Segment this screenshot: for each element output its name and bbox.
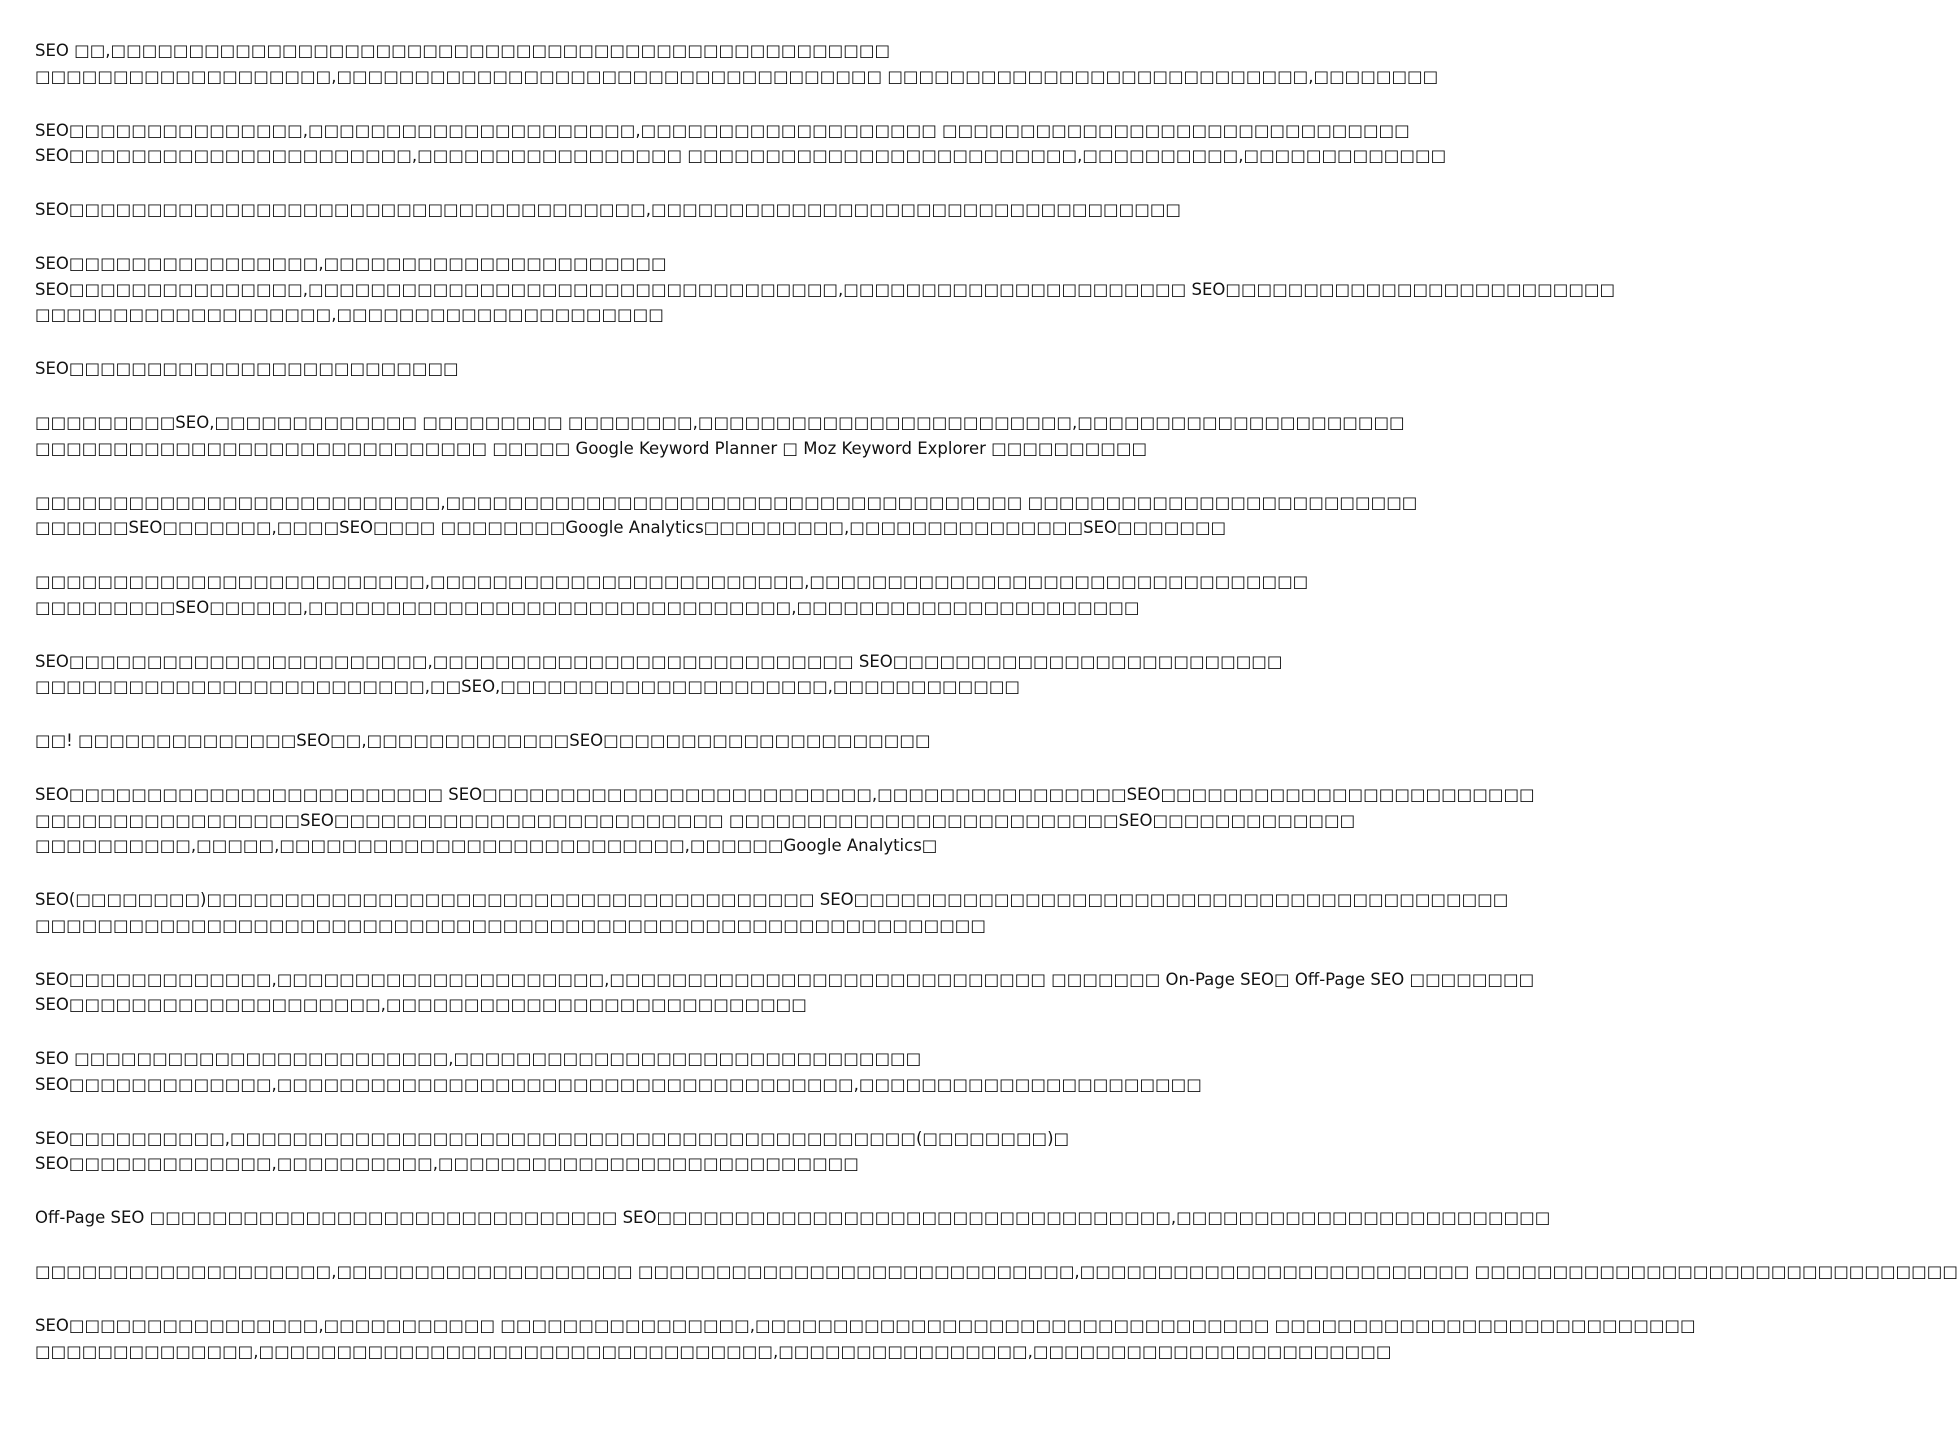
text-line: SEO□□□□□□□□□□□□□□□□□□□□□□,□□□□□□□□□□□□□□□□□ □□□□□□□□□□□□□□□□□□□□□□□□□,□□□□□□□□□□,□□□□□□□□□□□□□ (35, 146, 1447, 165)
document-body (35, 38, 1958, 1393)
paragraph (35, 490, 1418, 541)
paragraph (35, 356, 995, 382)
text-line: SEO □□,□□□□□□□□□□□□□□□□□□□□□□□□□□□□□□□□□□□□□□□□□□□□□□□□□□ (35, 41, 891, 60)
text-line: SEO□□□□□□□□□□□□□,□□□□□□□□□□,□□□□□□□□□□□□□□□□□□□□□□□□□□□ (35, 1154, 859, 1173)
text-line: □□□□□□□□□□□□□□□□□□□□□□□□□,□□□□□□□□□□□□□□□□□□□□□□□□,□□□□□□□□□□□□□□□□□□□□□□□□□□□□□□□□ (35, 572, 1309, 591)
paragraph (35, 38, 1439, 89)
paragraph (35, 967, 1535, 1018)
text-line: □□□□□□□□□□□□□□□□□□□,□□□□□□□□□□□□□□□□□□□□□ (35, 305, 664, 324)
paragraph (35, 649, 1283, 700)
text-line: SEO □□□□□□□□□□□□□□□□□□□□□□□□,□□□□□□□□□□□□□□□□□□□□□□□□□□□□□□ (35, 1049, 922, 1068)
text-line: □□□□□□□□□□□□□□□□□□□□□□□□□,□□SEO,□□□□□□□□□□□□□□□□□□□□□,□□□□□□□□□□□□ (35, 677, 1020, 696)
paragraph (35, 410, 1405, 461)
paragraph (35, 118, 1447, 169)
text-line: □□□□□□□□□SEO,□□□□□□□□□□□□□ □□□□□□□□□ □□□□□□□□,□□□□□□□□□□□□□□□□□□□□□□□□,□□□□□□□□□□□□□□□□□□□□□ (35, 413, 1405, 432)
text-line: SEO(□□□□□□□□)□□□□□□□□□□□□□□□□□□□□□□□□□□□□□□□□□□□□□□□ SEO□□□□□□□□□□□□□□□□□□□□□□□□□□□□□□□□□□□□□□□□□□ (35, 890, 1509, 909)
text-line: □□□□□□□□□□□□□□□□□□□,□□□□□□□□□□□□□□□□□□□□□□□□□□□□□□□□□□□ □□□□□□□□□□□□□□□□□□□□□□□□□□□,□□□□□□□□ (35, 66, 1439, 86)
text-line: SEO□□□□□□□□□□□□□□□□□□□□□□□,□□□□□□□□□□□□□□□□□□□□□□□□□□□ SEO□□□□□□□□□□□□□□□□□□□□□□□□□ (35, 651, 1283, 671)
paragraph (35, 251, 1616, 328)
text-line: □□□□□□□□□□□□□□□□□□□□□□□□□□□□□ □□□□□ Google Keyword Planner □ Moz Keyword Explorer □□□□□□□□□□ (35, 438, 1148, 458)
text-line: □□□□□□SEO□□□□□□□,□□□□SEO□□□□ □□□□□□□□Google Analytics□□□□□□□□□,□□□□□□□□□□□□□□□SEO□□□□□□□ (35, 518, 1227, 537)
text-line: SEO□□□□□□□□□□□□□□□□,□□□□□□□□□□□□□□□□□□□□□□ (35, 254, 667, 273)
paragraph (35, 782, 1535, 859)
text-line: SEO□□□□□□□□□□□□□□□,□□□□□□□□□□□□□□□□□□□□□,□□□□□□□□□□□□□□□□□□□ □□□□□□□□□□□□□□□□□□□□□□□□□□□□□□ (35, 120, 1410, 140)
text-line: SEO□□□□□□□□□□□□□□□□□□□□,□□□□□□□□□□□□□□□□□□□□□□□□□□□ (35, 995, 807, 1014)
paragraph (35, 1205, 1551, 1231)
paragraph (35, 569, 1309, 620)
text-line: □□□□□□□□□□□□□□□□□□□,□□□□□□□□□□□□□□□□□□□ □□□□□□□□□□□□□□□□□□□□□□□□□□□□,□□□□□□□□□□□□□□□□□□□□□□□□□ □□□□□□□□□□□□□□□□□□□□□□□□□□□□□□□ (35, 1262, 1958, 1281)
text-line: □□□□□□□□□□□□□□□□□□□□□□□□□□,□□□□□□□□□□□□□□□□□□□□□□□□□□□□□□□□□□□□□ □□□□□□□□□□□□□□□□□□□□□□□□□ (35, 492, 1418, 512)
text-line: SEO□□□□□□□□□□□□□□□□□□□□□□□□□□□□□□□□□□□□□,□□□□□□□□□□□□□□□□□□□□□□□□□□□□□□□□□□ (35, 200, 1181, 219)
text-line: □□! □□□□□□□□□□□□□□SEO□□,□□□□□□□□□□□□□SEO□□□□□□□□□□□□□□□□□□□□□ (35, 731, 931, 750)
text-line: SEO□□□□□□□□□□□□□□□□□□□□□□□□ SEO□□□□□□□□□□□□□□□□□□□□□□□□□,□□□□□□□□□□□□□□□□SEO□□□□□□□□□□□□□□□□□□□□□□□□ (35, 785, 1535, 804)
text-line: SEO□□□□□□□□□□□□□,□□□□□□□□□□□□□□□□□□□□□,□□□□□□□□□□□□□□□□□□□□□□□□□□□□ □□□□□□□ On-Page SEO□ Off-Page SEO □□□□□□□□ (35, 969, 1535, 989)
paragraph (35, 728, 995, 754)
paragraph (35, 887, 1509, 938)
paragraph (35, 1046, 1202, 1097)
paragraph (35, 1126, 1070, 1177)
text-line: □□□□□□□□□SEO□□□□□□,□□□□□□□□□□□□□□□□□□□□□□□□□□□□□□□,□□□□□□□□□□□□□□□□□□□□□□ (35, 597, 1140, 617)
text-line: SEO□□□□□□□□□□□□□□□,□□□□□□□□□□□□□□□□□□□□□□□□□□□□□□□□□□,□□□□□□□□□□□□□□□□□□□□□□ SEO□□□□□□□□□□□□□□□□□□□□□□□□□ (35, 279, 1616, 299)
paragraph (35, 197, 1181, 223)
text-line: SEO□□□□□□□□□□□□□□□□□□□□□□□□□ (35, 359, 459, 378)
text-line: □□□□□□□□□□□□□□□□□SEO□□□□□□□□□□□□□□□□□□□□□□□□□ □□□□□□□□□□□□□□□□□□□□□□□□□SEO□□□□□□□□□□□□□ (35, 810, 1356, 830)
text-line: Off-Page SEO □□□□□□□□□□□□□□□□□□□□□□□□□□□□□□ SEO□□□□□□□□□□□□□□□□□□□□□□□□□□□□□□□□□,□□□□□□□□□□□□□□□□□□□□□□□□ (35, 1208, 1551, 1227)
text-line: □□□□□□□□□□,□□□□□,□□□□□□□□□□□□□□□□□□□□□□□□□□,□□□□□□Google Analytics□ (35, 836, 938, 855)
text-line: SEO□□□□□□□□□□,□□□□□□□□□□□□□□□□□□□□□□□□□□□□□□□□□□□□□□□□□□□□(□□□□□□□□)□ (35, 1128, 1070, 1148)
text-line: SEO□□□□□□□□□□□□□□□□,□□□□□□□□□□□ □□□□□□□□□□□□□□□□,□□□□□□□□□□□□□□□□□□□□□□□□□□□□□□□□□ □□□□□□□□□□□□□□□□□□□□□□□□□□□ (35, 1316, 1696, 1335)
paragraph (35, 1313, 1696, 1364)
text-line: □□□□□□□□□□□□□□□□□□□□□□□□□□□□□□□□□□□□□□□□□□□□□□□□□□□□□□□□□□□□□ (35, 915, 986, 935)
paragraph (35, 1259, 1958, 1285)
text-line: SEO□□□□□□□□□□□□□,□□□□□□□□□□□□□□□□□□□□□□□□□□□□□□□□□□□□□,□□□□□□□□□□□□□□□□□□□□□□ (35, 1074, 1202, 1094)
text-line: □□□□□□□□□□□□□□,□□□□□□□□□□□□□□□□□□□□□□□□□□□□□□□□□,□□□□□□□□□□□□□□□□,□□□□□□□□□□□□□□□□□□□□□□□ (35, 1341, 1392, 1361)
